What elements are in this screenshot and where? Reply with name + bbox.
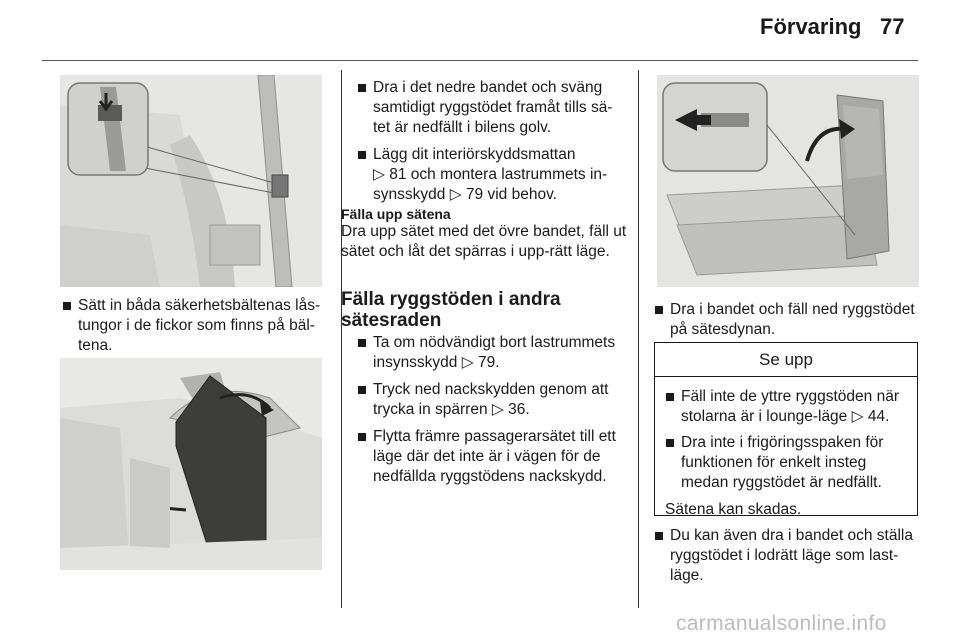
list-item: Sätt in båda säkerhetsbältenas lås-tungor i de fickor som finns på bäl-tena.: [62, 296, 332, 356]
col2-subsection: [341, 205, 631, 223]
column-divider-2: [638, 70, 639, 608]
list-item-text: och montera lastrummets in-synsskydd: [373, 166, 608, 203]
list-item-text: Fäll inte de yttre ryggstöden när stolarna är i lounge-läge: [681, 388, 899, 425]
page-reference: 79.: [477, 354, 500, 371]
subsection-heading: Fälla upp sätena: [341, 206, 451, 222]
list-item: [357, 145, 629, 205]
col2-section-list: [357, 333, 637, 494]
page-title: Förvaring: [760, 14, 862, 39]
col2-text: [357, 78, 629, 212]
list-item: Flytta främre passagerarsätet till ett läge där det inte är i vägen för de nedfällda ryggstödens nackskydd.: [357, 427, 637, 487]
list-item: [357, 333, 637, 373]
seat-fold-illustration: [657, 75, 919, 287]
seatbelt-illustration: [60, 75, 322, 287]
col3-text: [654, 300, 924, 347]
page-reference: 79: [465, 186, 484, 203]
caution-footer: Sätena kan skadas.: [665, 501, 802, 518]
header-divider: [42, 60, 918, 61]
caution-title: Se upp: [655, 343, 917, 377]
page-reference: 36.: [508, 401, 530, 418]
paragraph: Dra upp sätet med det övre bandet, fäll ut sätet och låt det spärras i upp-rätt läge.: [341, 223, 627, 260]
triangle-right-icon: ▷: [449, 186, 462, 203]
col1-text: [62, 296, 332, 363]
list-item-text: vid behov.: [487, 186, 557, 203]
list-item: [665, 387, 907, 427]
rear-seat-fold-illustration: [60, 358, 322, 570]
watermark: carmanualsonline.info: [676, 612, 887, 635]
list-item-text: Lägg dit interiörskyddsmattan: [373, 146, 576, 163]
list-item: Du kan även dra i bandet och ställa ryggstödet i lodrätt läge som last-läge.: [654, 526, 924, 586]
list-item-text: Ta om nödvändigt bort lastrummets insynsskydd: [373, 334, 616, 371]
column-divider-1: [341, 70, 342, 608]
triangle-right-icon: ▷: [373, 166, 385, 183]
list-item: Dra i det nedre bandet och sväng samtidigt ryggstödet framåt tills sä-tet är nedfällt i bilens golv.: [357, 78, 629, 138]
caution-body: [655, 377, 917, 493]
triangle-right-icon: ▷: [461, 354, 474, 371]
triangle-right-icon: ▷: [851, 408, 864, 425]
col2-paragraph-wrap: [341, 222, 633, 274]
col3-text-bottom: [654, 526, 924, 593]
triangle-right-icon: ▷: [491, 401, 504, 418]
page-number: 77: [880, 14, 905, 39]
section-heading: Fälla ryggstöden i andra sätesraden: [341, 289, 561, 331]
list-item-text: Tryck ned nackskydden genom att trycka in spärren: [373, 381, 609, 418]
col2-section: [341, 289, 633, 335]
caution-box: [654, 342, 918, 516]
list-item: [357, 380, 637, 420]
page-reference: 81: [389, 166, 407, 183]
list-item: Dra inte i frigöringsspaken för funktionen för enkelt insteg medan ryggstödet är nedfällt.: [665, 433, 907, 493]
page-reference: 44.: [867, 408, 890, 425]
list-item: Dra i bandet och fäll ned ryggstödet på sätesdynan.: [654, 300, 924, 340]
